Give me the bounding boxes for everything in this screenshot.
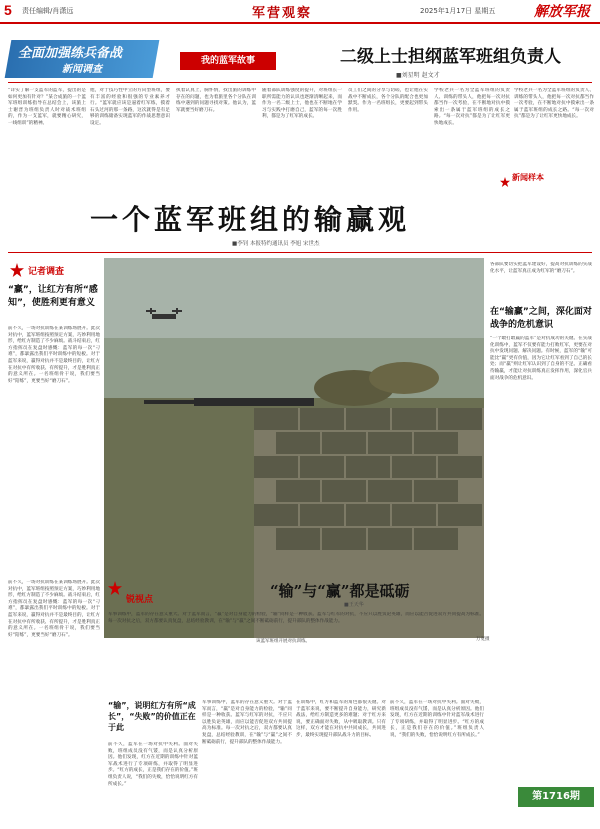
story1-col2: 他，对于技巧性中立的方向型班组，要有丰富的经验和很强的专业素养才行。“蓝军就应该是逼着红军练，摸着石头过河的那一条路，这次就得是有足够的训练储备实现蓝军的作战思想意识设定。 <box>90 88 170 126</box>
right-intro: 各部队要切实把蓝军建设好，提高对抗训练的实战化水平，让蓝军真正成为红军的“磨刀石”。 <box>490 262 592 274</box>
new-sample-icon <box>500 172 510 182</box>
reporter-notes-body: 前不久，一场对抗训练在某训练场展开。此次对抗中，蓝军班组按照预定方案，巧妙利用地形，给红方制造了不少麻烦。战斗结束后，红方指挥员在复盘时感慨：蓝军的每一次“刁难”，都暴露出我们平时训练中的短板。对于蓝军来说，赢得对抗并不是最终目的，让红方在对抗中有所收获、有所提升，才是胜利真正的意义所在。一名班组骨干说，我们要当好“陪练”，更要当好“磨刀石”。 <box>8 326 100 384</box>
story1-col1: “详实了解一支蓝军的蓝军，提出的是如何更加有针对？”某合成旅的一个蓝军班组训练指导在总结会上，该旅上士谢晋为班组负责人时对战术班组的，作为一支蓝军，就要精心研究，一线组训”的精神。 <box>8 88 86 126</box>
left-bottom-body: 前不久，一场对抗训练在某训练场展开。此次对抗中，蓝军班组按照预定方案，巧妙利用地形，给红方制造了不少麻烦。战斗结束后，红方指挥员在复盘时感慨：蓝军的每一次“刁难”，都暴露出我们平时训练中的短板。对于蓝军来说，赢得对抗并不是最终目的，让红方在对抗中有所收获、有所提升，才是胜利真正的意义所在。一名班组骨干说，我们要当好“陪练”，更要当好“磨刀石”。 <box>8 580 100 638</box>
sharp-byline: ■王天华 <box>344 602 364 608</box>
star-icon <box>108 580 122 594</box>
banner-line-1: 全面加强练兵备战 <box>18 46 123 61</box>
bottom-left-body: 前不久，蓝军在一场对抗中失利。面对失败，班组成员没有气馁，而是认真分析原因。他们发现，红方在近期的训练中针对蓝军战术进行了专项研练，并取得了明显进步。“红方的成长，正是我们存在的价值。”班组负责人说，“我们的失败，恰恰说明红方有所成长。” <box>108 742 198 787</box>
right-body: “一个敢打敢赢的蓝军”是对抗成功的关键。在实战化训练中，蓝军不仅要有能力打败红军，更要在对抗中发现问题、解决问题。有时候，蓝军的“输”可能比“赢”更有价值，因为它让红军看到了自己的长处；而“赢”则让红军认识到了自身的不足。正确看待输赢，才能让对抗训练真正发挥作用，深化官兵面对战争的危机意识。 <box>490 336 592 381</box>
story1-col6: 学校老兵一名为全蓝军班组的负责人、训练的带头人，他把每一次对抗都当作一次考验，在不断地对抗中摸索出一条属于蓝军班组的成长之路。“每一次对抗”都是为了让红军更快地成长。 <box>434 88 510 126</box>
page-header <box>0 0 600 22</box>
main-title: 一个蓝军班组的输赢观 <box>90 203 411 236</box>
banner-line-2: 新闻调查 <box>62 64 102 75</box>
newspaper-logo: 解放军报 <box>534 4 590 20</box>
photo-credit: 万宽摄 <box>476 637 490 642</box>
editor-line: 责任编辑/肖潇远 <box>22 7 74 15</box>
bottom-mid-body: 军事训练中，蓝军的存在意义重大。对于蓝军而言，“赢”是对自身能力的检验，“输”同样是一种收获。蓝军与红军的对抗，不应只以胜负论英雄，而应以能否促进双方共同提高为标准。每一次对抗之后，双方都要认真复盘，总结经验教训，在“输”与“赢”之间不断砥砺前行，提升部队的整体作战能力。 <box>202 700 292 745</box>
story1-title: 二级上士担纲蓝军班组负责人 <box>340 47 561 67</box>
bottom-mid2-body: 在训练中，红方和蓝军的角色都很关键。对于蓝军来说，要不断提升自身能力，研究新战法，给红方制造更多的难题；对于红方来说，要正确面对失败，从中吸取教训。只有这样，双方才能在对抗中共同成长，共同进步，最终实现提升部队战斗力的目标。 <box>296 700 386 738</box>
story1-col3: 执着认真上，胸怀情，找出旅的训练中存在的问题，也为着旅里各个分队在训练中遇到的问题寻找对策。他认为，蓝军就要当好磨刀石。 <box>176 88 256 113</box>
header-divider <box>0 22 600 24</box>
sharp-body: 军事训练中，蓝军的存在意义重大。对于蓝军而言，“赢”是对自身能力的检验，“输”同样是一种收获。蓝军与红军的对抗，不应只以胜负论英雄，而应以能否促进双方共同提高为标准。每一次对抗之后，双方都要认真复盘，总结经验教训，在“输”与“赢”之间不断砥砺前行，提升部队的整体作战能力。 <box>108 612 484 624</box>
new-sample-label: 新闻样本 <box>512 173 544 182</box>
column-tag: 我的蓝军故事 <box>180 52 276 70</box>
reporter-notes-headline: “赢”，让红方有所“感知”，使胜利更有意义 <box>8 285 98 308</box>
story1-byline: ■刘星明 赵文才 <box>396 72 440 79</box>
bottom-left-headline: “输”，说明红方有所“成长”，“失败”的价值正在于此 <box>108 701 196 732</box>
reporter-notes-label: 记者调查 <box>28 267 65 277</box>
divider <box>8 82 592 83</box>
bottom-right-body: 前不久，蓝军在一场对抗中失利。面对失败，班组成员没有气馁，而是认真分析原因。他们发现，红方在近期的训练中针对蓝军战术进行了专项研练，并取得了明显进步。“红方的成长，正是我们存在的价值。”班组负责人说，“我们的失败，恰恰说明红方有所成长。” <box>390 700 484 738</box>
sharp-label: 锐视点 <box>126 595 154 605</box>
photo-caption: 该蓝军班组开展对抗训练。 <box>256 639 310 644</box>
sharp-title: “输”与“赢”都是砥砺 <box>270 582 410 600</box>
issue-date: 2025年1月17日 星期五 <box>420 7 496 15</box>
issue-number: 第1716期 <box>518 787 594 807</box>
story1-col4: 随着部队训练强度的提升，对班组长一职所需能力的认识也逐渐清晰起来，而作为一名二级上士，他也在不断地在学习与实践中打磨自己，蓝军的每一次胜利，都是为了红军的成长。 <box>262 88 342 120</box>
story1-col5: 员工们之间的分享与切磋，也让他在实战中不断成长，各个分队的配合也更加默契。作为一名班组长，更要起到带头作用。 <box>348 88 428 113</box>
page-number: 5 <box>4 2 12 18</box>
story1-col7: 学校老兵一名为全蓝军班组的负责人、训练的带头人，他把每一次对抗都当作一次考验，在不断地对抗中摸索出一条属于蓝军班组的成长之路。“每一次对抗”都是为了让红军更快地成长。 <box>514 88 594 120</box>
divider <box>8 252 592 253</box>
section-title: 军营观察 <box>252 6 313 21</box>
right-subhead: 在“输赢”之间，深化面对战争的危机意识 <box>490 307 592 330</box>
star-icon <box>10 262 24 276</box>
main-byline: ■李钊 本报特约通讯员 李旭 宋世杰 <box>232 241 320 247</box>
